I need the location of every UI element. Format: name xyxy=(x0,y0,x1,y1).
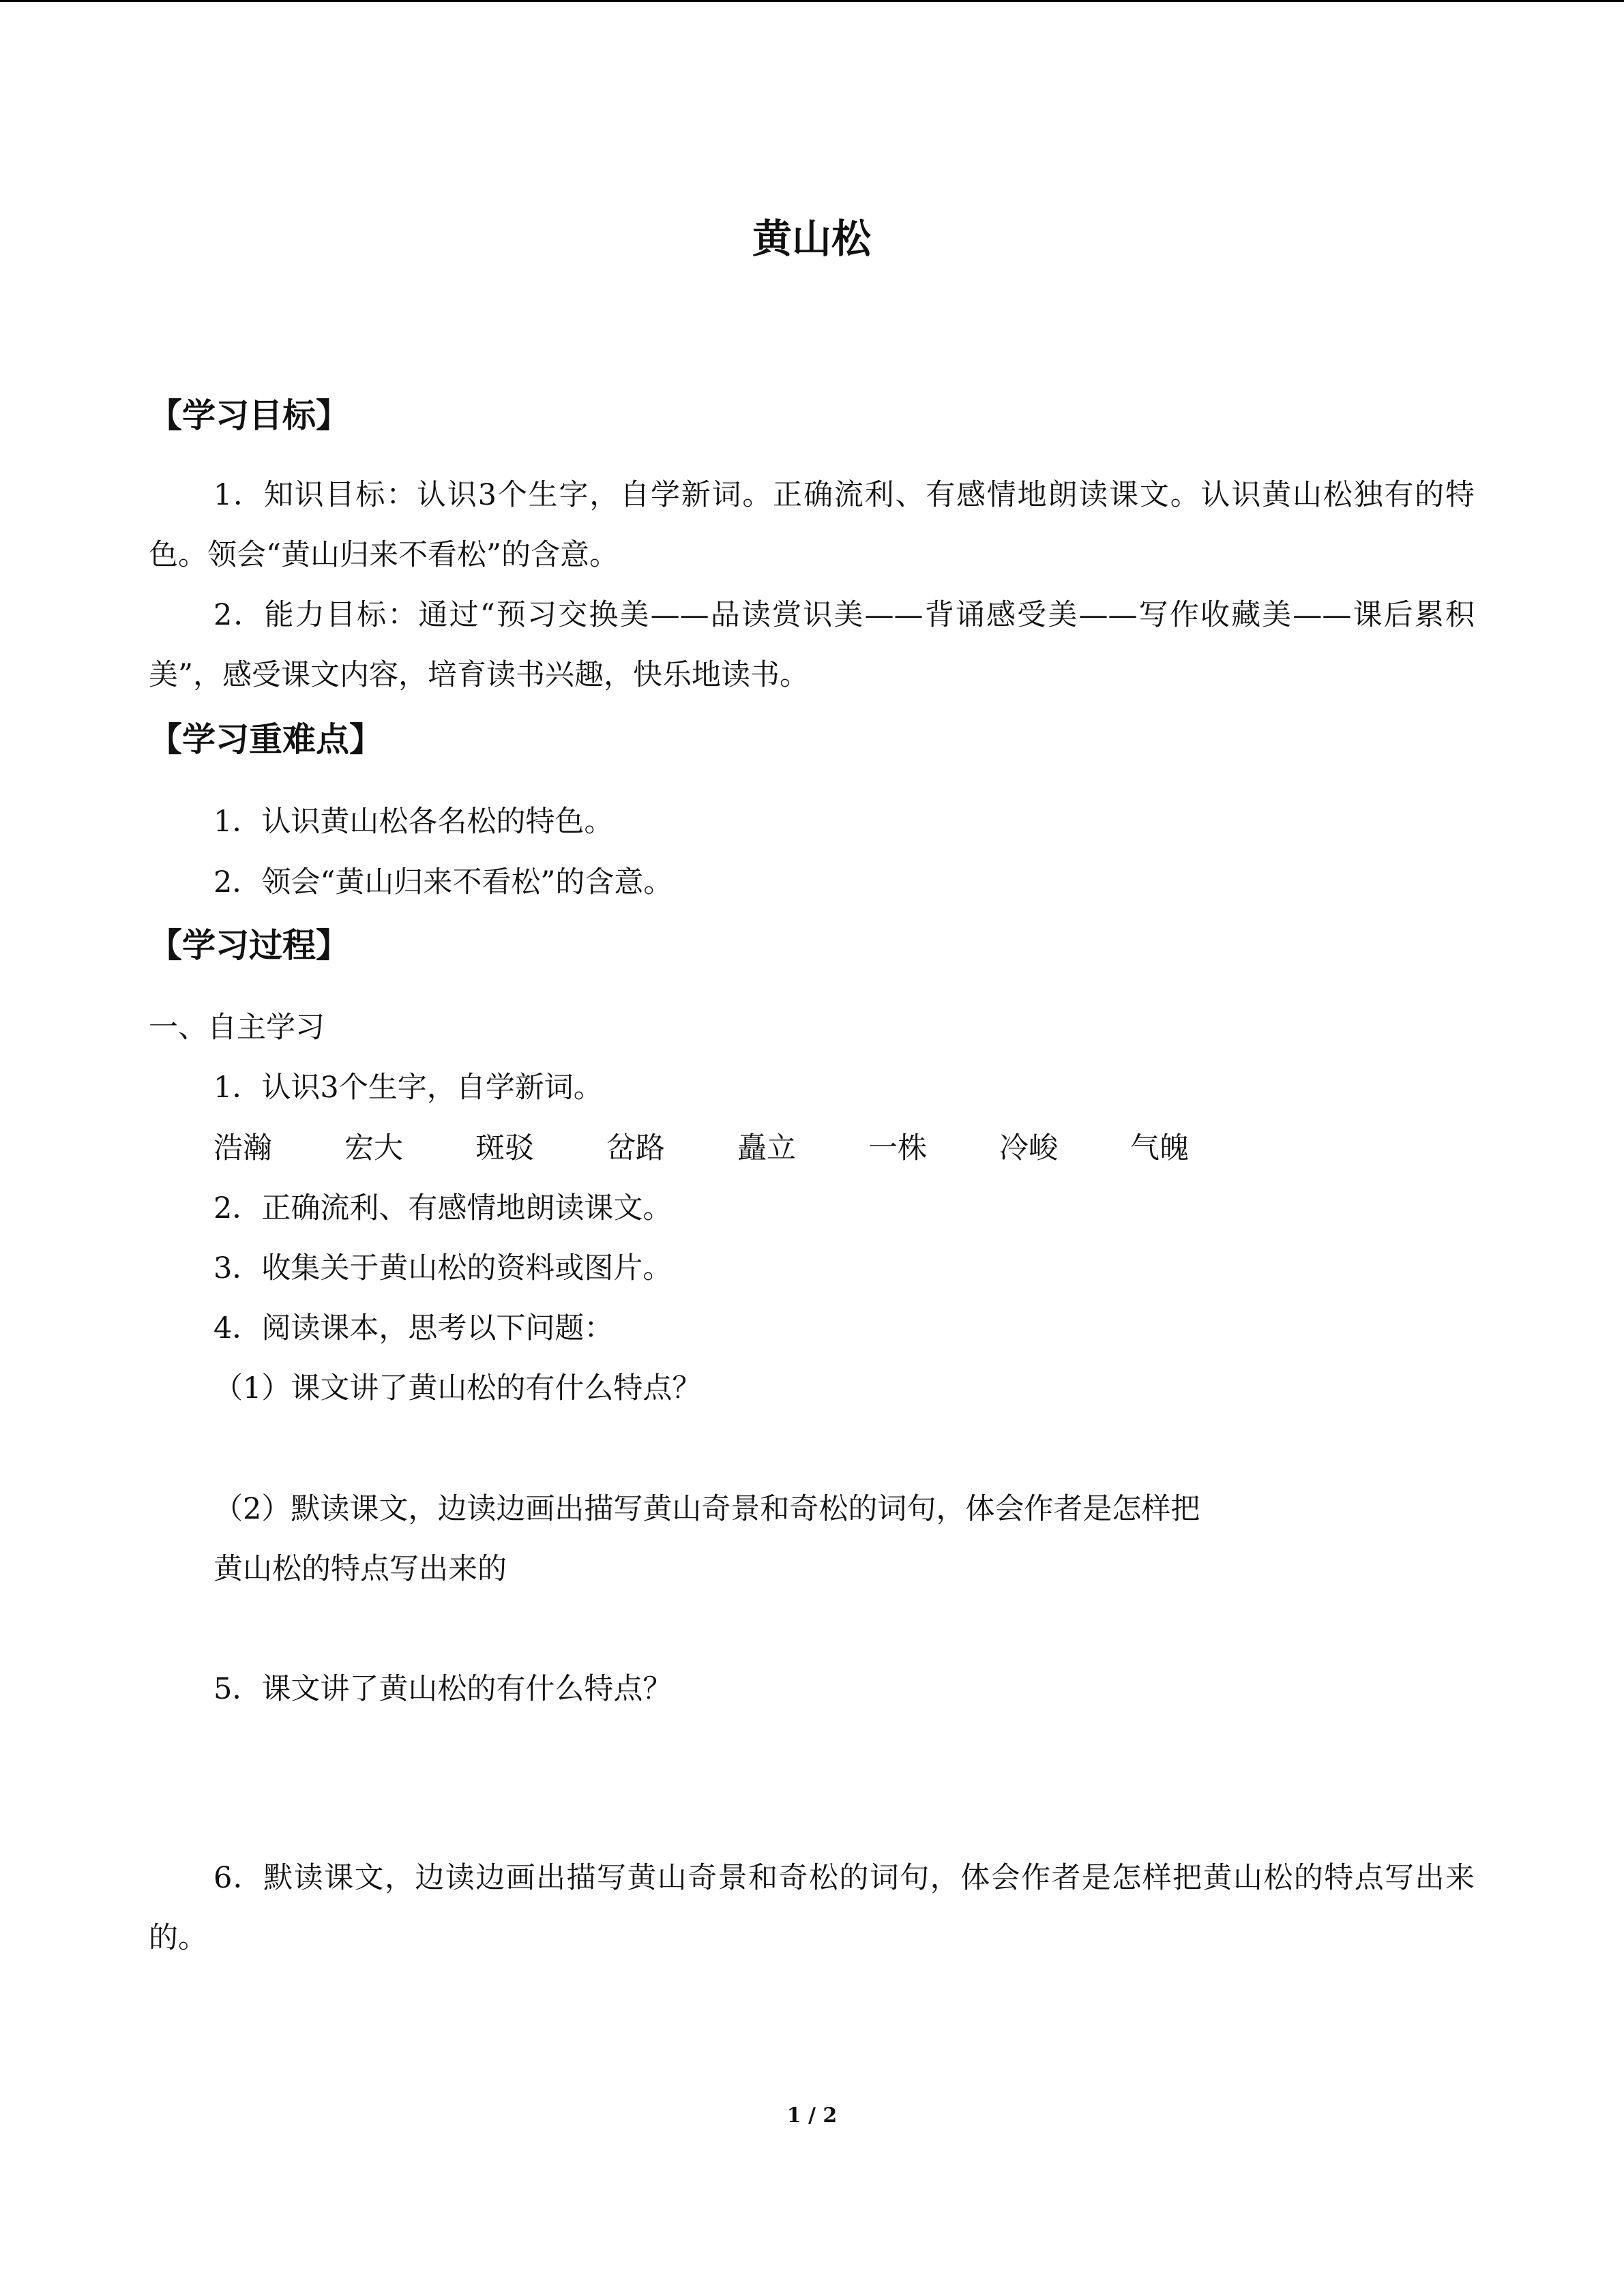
task-3-collect: 3．收集关于黄山松的资料或图片。 xyxy=(213,1251,673,1285)
top-border-line xyxy=(0,0,1624,2)
section-heading-objectives: 【学习目标】 xyxy=(149,396,350,435)
vocabulary-word: 冷峻 xyxy=(999,1131,1058,1165)
vocabulary-word: 斑驳 xyxy=(475,1131,534,1165)
document-title: 黄山松 xyxy=(752,215,871,262)
task-5-characteristics: 5．课文讲了黄山松的有什么特点？ xyxy=(213,1672,673,1706)
page-number: 1 / 2 xyxy=(786,2104,838,2128)
question-2-line-1: （2）默读课文，边读边画出描写黄山奇景和奇松的词句，体会作者是怎样把 xyxy=(213,1492,1200,1526)
task-1-vocabulary: 1．认识3个生字，自学新词。 xyxy=(213,1071,603,1105)
vocabulary-word: 一株 xyxy=(868,1131,927,1165)
key-point-item-1: 1．认识黄山松各名松的特色。 xyxy=(213,805,614,839)
part-title-self-study: 一、自主学习 xyxy=(149,1011,325,1045)
vocabulary-word: 岔路 xyxy=(606,1131,665,1165)
task-6-annotate: 6．默读课文，边读边画出描写黄山奇景和奇松的词句，体会作者是怎样把黄山松的特点写出来的。 xyxy=(149,1861,1475,1955)
vocabulary-word: 宏大 xyxy=(344,1131,403,1165)
key-point-item-2: 2．领会“黄山归来不看松”的含意。 xyxy=(213,865,673,899)
task-2-reading: 2．正确流利、有感情地朗读课文。 xyxy=(213,1191,673,1225)
vocabulary-list xyxy=(213,1128,1373,1169)
question-2-line-2: 黄山松的特点写出来的 xyxy=(213,1552,507,1586)
vocabulary-word: 浩瀚 xyxy=(213,1131,272,1165)
task-4-questions: 4．阅读课本，思考以下问题： xyxy=(213,1311,614,1345)
objective-item-1: 1．知识目标：认识3个生字，自学新词。正确流利、有感情地朗读课文。认识黄山松独有的特色。领会“黄山归来不看松”的含意。 xyxy=(149,478,1475,572)
vocabulary-word: 矗立 xyxy=(737,1131,796,1165)
objective-item-2: 2．能力目标：通过“预习交换美——品读赏识美——背诵感受美——写作收藏美——课后累积美”，感受课文内容，培育读书兴趣，快乐地读书。 xyxy=(149,598,1475,692)
question-1: （1）课文讲了黄山松的有什么特点？ xyxy=(213,1371,702,1405)
section-heading-process: 【学习过程】 xyxy=(149,926,350,965)
section-heading-key-points: 【学习重难点】 xyxy=(149,720,383,759)
vocabulary-word: 气魄 xyxy=(1130,1131,1189,1165)
